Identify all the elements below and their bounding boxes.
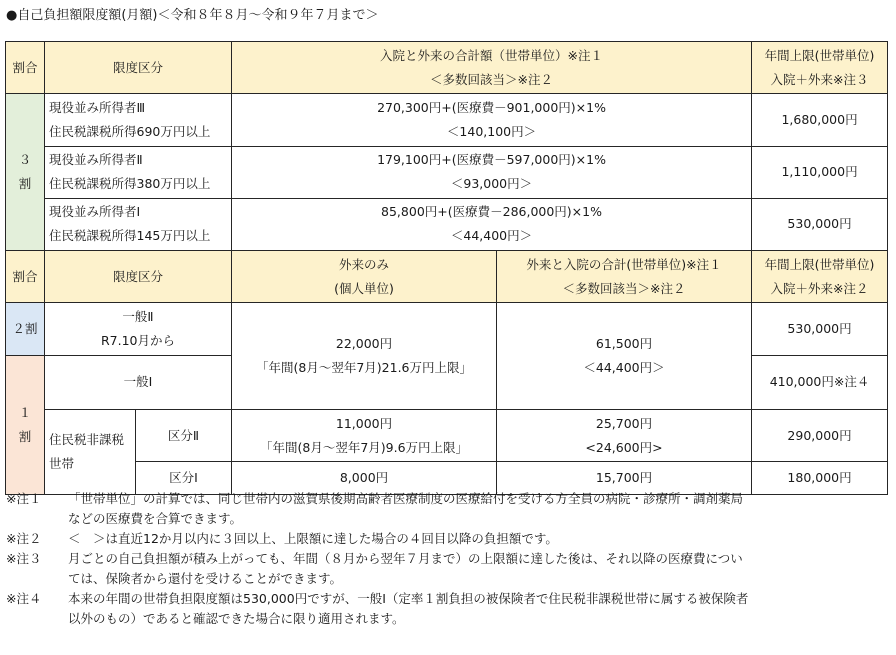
table2-header-row	[6, 251, 888, 303]
ratio-1-cell: １ 割	[6, 355, 45, 494]
sum-header: 入院と外来の合計額（世帯単位）※注１ ＜多数回該当＞※注２	[232, 42, 752, 94]
note-text: ＜ ＞は直近12か月以内に３回以上、上限額に達した場合の４回目以降の負担額です。	[68, 531, 558, 546]
note-label: ※注３	[6, 551, 42, 566]
table-row	[6, 303, 888, 355]
note-text: などの医療費を合算できます。	[68, 511, 243, 526]
general-combined-cell: 61,500円 ＜44,400円＞	[497, 303, 752, 410]
annual-header: 年間上限(世帯単位) 入院＋外来※注３	[752, 42, 888, 94]
note-label: ※注４	[6, 591, 42, 606]
annual-cell: 290,000円	[752, 409, 888, 461]
note-text: 本来の年間の世帯負担限度額は530,000円ですが、一般Ⅰ（定率１割負担の被保険者で住民税非課税世帯に属する被保険者	[68, 591, 749, 606]
general2-cell: 一般Ⅱ R7.10月から	[45, 303, 232, 355]
sum-cell: 85,800円+(医療費－286,000円)×1% ＜44,400円＞	[232, 198, 752, 250]
outpatient-header: 外来のみ (個人単位)	[232, 251, 497, 303]
page-title: ●自己負担額限度額(月額)＜令和８年８月～令和９年７月まで＞	[6, 8, 379, 23]
note-text: 月ごとの自己負担額が積み上がっても、年間（８月から翌年７月まで）の上限額に達した後は、それ以降の医療費につい	[68, 551, 743, 566]
table1-header-row	[6, 42, 888, 94]
note-item	[6, 589, 886, 629]
annual-cell: 180,000円	[752, 462, 888, 495]
kubun2-combined-cell: 25,700円 <24,600円>	[497, 409, 752, 461]
table-row	[6, 94, 888, 146]
copay-limit-table	[5, 41, 888, 495]
note-text: 以外のもの）であると確認できた場合に限り適用されます。	[68, 611, 405, 626]
category-cell: 現役並み所得者Ⅰ 住民税課税所得145万円以上	[45, 198, 232, 250]
note-text: 「世帯単位」の計算では、同じ世帯内の滋賀県後期高齢者医療制度の医療給付を受ける方全員の病院・診療所・調剤薬局	[68, 491, 744, 506]
annual-cell: 1,680,000円	[752, 94, 888, 146]
category-header: 限度区分	[45, 251, 232, 303]
kubun1-outpatient-cell: 8,000円	[232, 462, 497, 495]
ratio-2-cell: ２割	[6, 303, 45, 355]
note-label: ※注１	[6, 491, 42, 506]
notes-section	[6, 489, 886, 629]
kubun2-outpatient-cell: 11,000円 「年間(8月～翌年7月)9.6万円上限」	[232, 409, 497, 461]
annual-cell: 1,110,000円	[752, 146, 888, 198]
nontax-household-cell: 住民税非課税 世帯	[45, 409, 136, 494]
table-row	[6, 146, 888, 198]
category-cell: 現役並み所得者Ⅱ 住民税課税所得380万円以上	[45, 146, 232, 198]
annual-header: 年間上限(世帯単位) 入院＋外来※注２	[752, 251, 888, 303]
note-item	[6, 529, 886, 549]
note-item	[6, 549, 886, 589]
category-header: 限度区分	[45, 42, 232, 94]
annual-cell: 410,000円※注４	[752, 355, 888, 409]
table-row	[6, 198, 888, 250]
kubun1-cell: 区分Ⅰ	[136, 462, 232, 495]
annual-cell: 530,000円	[752, 303, 888, 355]
annual-cell: 530,000円	[752, 198, 888, 250]
note-label: ※注２	[6, 531, 42, 546]
sum-cell: 179,100円+(医療費－597,000円)×1% ＜93,000円＞	[232, 146, 752, 198]
general1-cell: 一般Ⅰ	[45, 355, 232, 409]
table-row	[6, 409, 888, 461]
general-outpatient-cell: 22,000円 「年間(8月～翌年7月)21.6万円上限」	[232, 303, 497, 410]
combined-header: 外来と入院の合計(世帯単位)※注１ ＜多数回該当＞※注２	[497, 251, 752, 303]
sum-cell: 270,300円+(医療費－901,000円)×1% ＜140,100円＞	[232, 94, 752, 146]
ratio-header: 割合	[6, 251, 45, 303]
kubun1-combined-cell: 15,700円	[497, 462, 752, 495]
note-item	[6, 489, 886, 529]
ratio-3-cell: ３ 割	[6, 94, 45, 251]
category-cell: 現役並み所得者Ⅲ 住民税課税所得690万円以上	[45, 94, 232, 146]
kubun2-cell: 区分Ⅱ	[136, 409, 232, 461]
ratio-header: 割合	[6, 42, 45, 94]
note-text: ては、保険者から還付を受けることができます。	[68, 571, 343, 586]
